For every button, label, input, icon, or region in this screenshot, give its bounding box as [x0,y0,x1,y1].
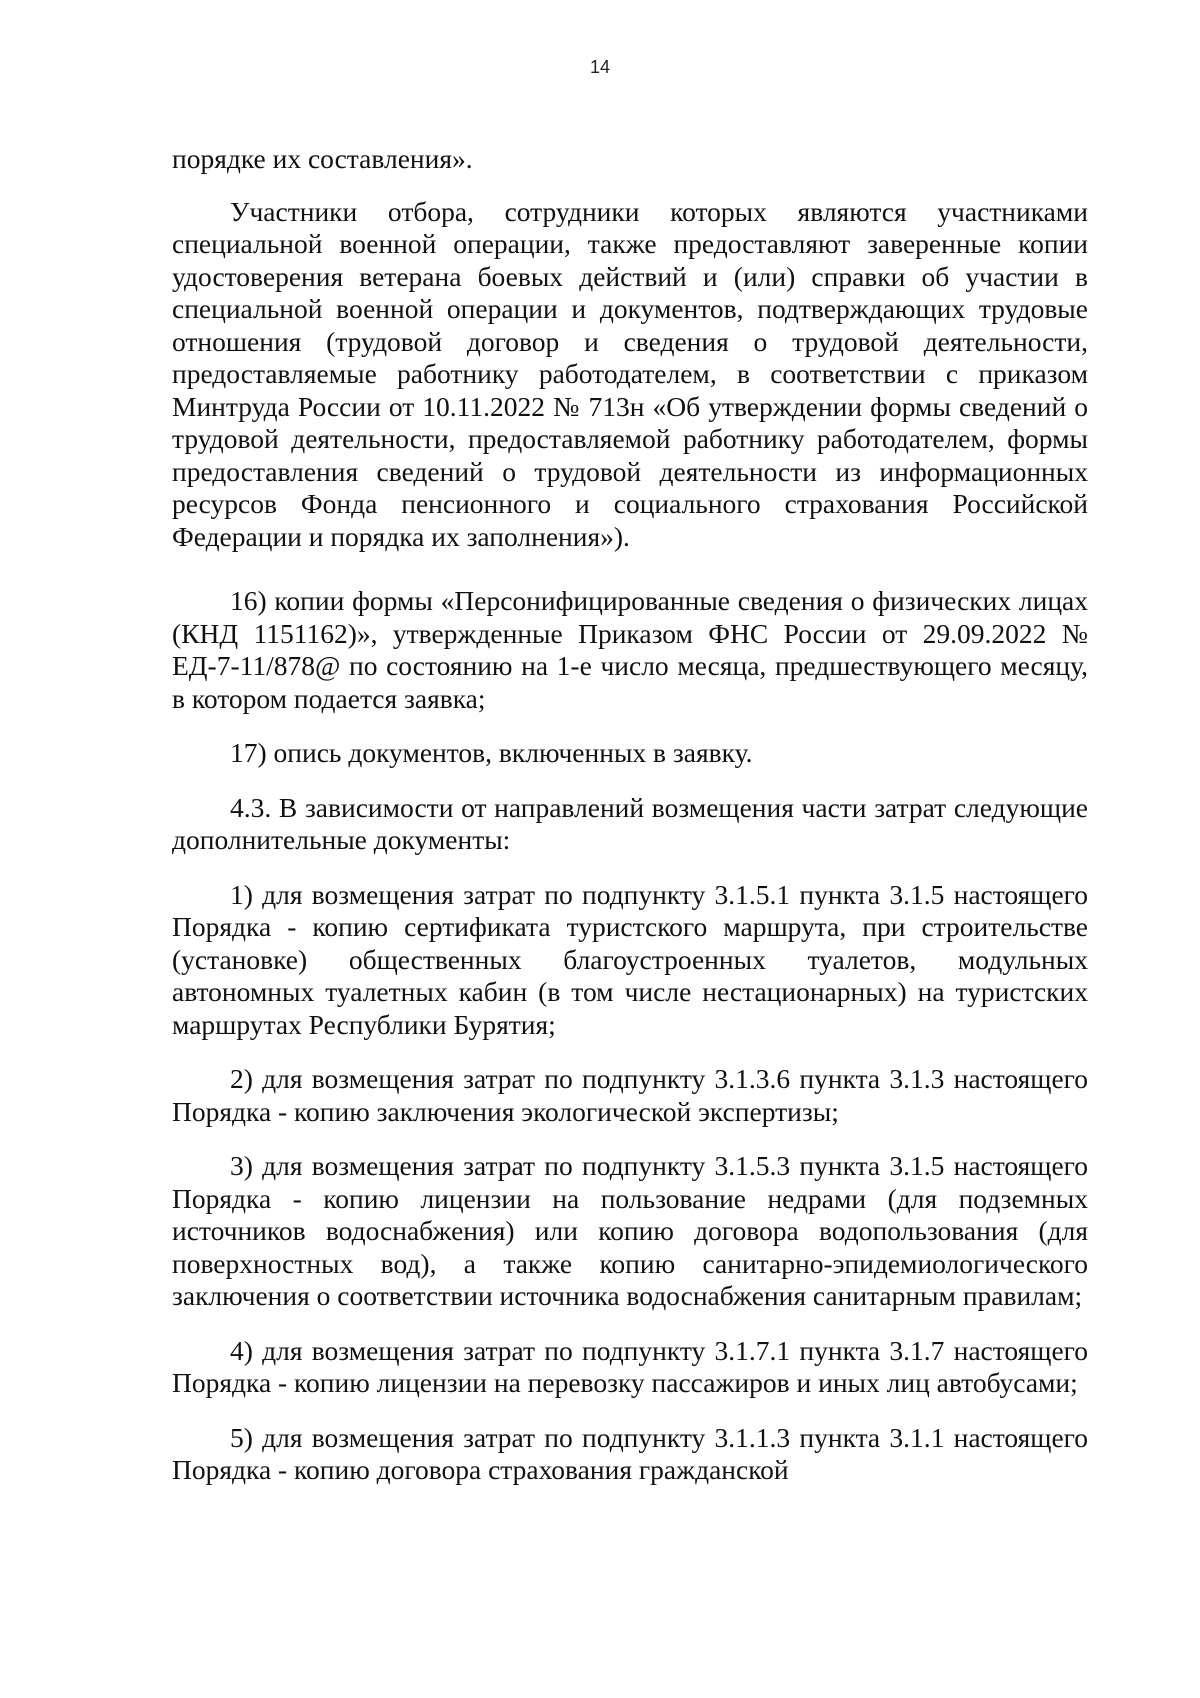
paragraph-continuation: порядке их составления». [172,143,473,174]
list-item-5: 5) для возмещения затрат по подпункту 3.1.1.3 пункта 3.1.1 настоящего Порядка - копию договора страхования гражданской [172,1421,1088,1485]
list-item-2: 2) для возмещения затрат по подпункту 3.1.3.6 пункта 3.1.3 настоящего Порядка - копию заключения экологической экспертизы; [172,1063,1088,1127]
paragraph-svo-participants: Участники отбора, сотрудники которых являются участниками специальной военной операции, также предоставляют заверенные копии удостоверения ветерана боевых действий и (или) справки об участии в специальной военной операции и документов, подтверждающих трудовые отношения (трудовой договор и сведения о трудовой деятельности, предоставляемые работнику работодателем, в соответствии с приказом Минтруда России от 10.11.2022 № 713н «Об утверждении формы сведений о трудовой деятельности, предоставляемой работнику работодателем, формы предоставления сведений о трудовой деятельности из информационных ресурсов Фонда пенсионного и социального страхования Российской Федерации и порядка их заполнения»). [172,195,1088,552]
section-4-3: 4.3. В зависимости от направлений возмещения части затрат следующие дополнительные документы: [172,791,1088,855]
list-item-3: 3) для возмещения затрат по подпункту 3.1.5.3 пункта 3.1.5 настоящего Порядка - копию лицензии на пользование недрами (для подземных источников водоснабжения) или копию договора водопользования (для поверхностных вод), а также копию санитарно-эпидемиологического заключения о соответствии источника водоснабжения санитарным правилам; [172,1150,1088,1311]
list-item-1: 1) для возмещения затрат по подпункту 3.1.5.1 пункта 3.1.5 настоящего Порядка - копию сертификата туристского маршрута, при строительстве (установке) общественных благоустроенных туалетов, модульных автономных туалетных кабин (в том числе нестационарных) на туристских маршрутах Республики Бурятия; [172,878,1088,1040]
page-number: 14 [589,57,611,77]
list-item-17: 17) опись документов, включенных в заявку. [230,737,753,768]
document-body [172,143,1088,1487]
list-item-16: 16) копии формы «Персонифицированные сведения о физических лицах (КНД 1151162)», утвержденные Приказом ФНС России от 29.09.2022 № ЕД-7-11/878@ по состоянию на 1-е число месяца, предшествующего месяцу, в котором подается заявка; [172,585,1088,714]
list-item-4: 4) для возмещения затрат по подпункту 3.1.7.1 пункта 3.1.7 настоящего Порядка - копию лицензии на перевозку пассажиров и иных лиц автобусами; [172,1334,1088,1398]
